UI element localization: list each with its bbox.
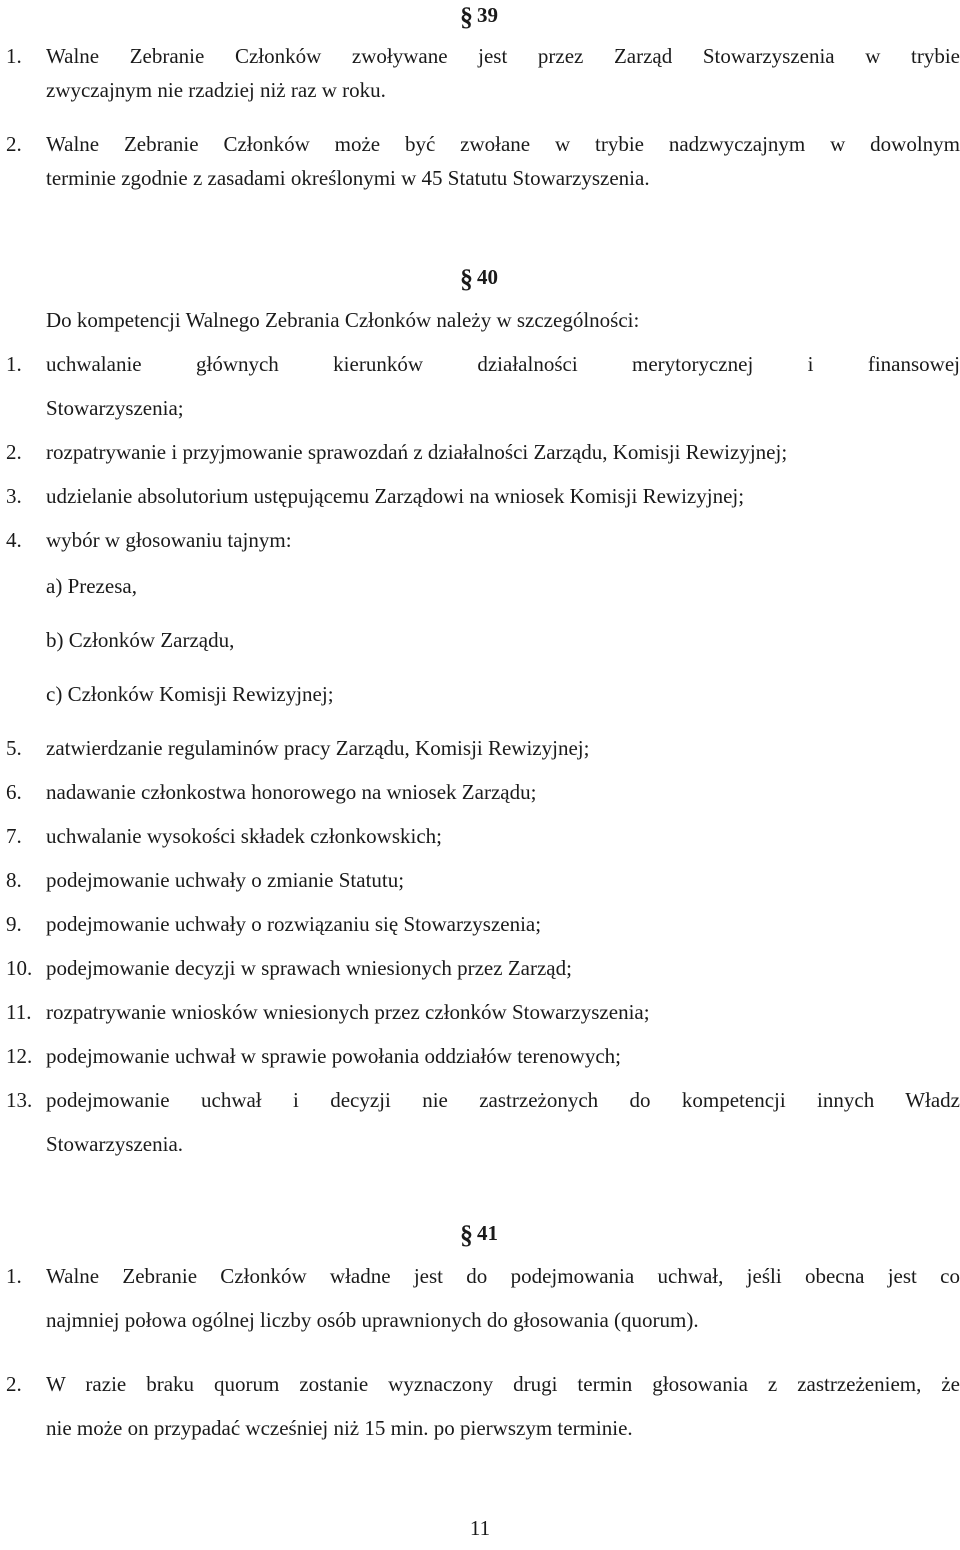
item-text: uchwalanie głównych kierunków działalności merytorycznej i finansowej [46, 352, 960, 376]
item-text: podejmowanie uchwał w sprawie powołania oddziałów terenowych; [46, 1044, 621, 1068]
item-number: 10. [6, 956, 33, 980]
item-number: 7. [6, 824, 22, 848]
item-number: 2. [6, 132, 22, 156]
item-text-continued: nie może on przypadać wcześniej niż 15 min. po pierwszym terminie. [46, 1416, 633, 1440]
section-heading-40: § 40 [460, 264, 498, 293]
section-symbol: § [460, 1220, 473, 1249]
item-number: 13. [6, 1088, 33, 1112]
section-symbol: § [460, 264, 473, 293]
sub-item: c) Członków Komisji Rewizyjnej; [46, 682, 334, 706]
section-intro: Do kompetencji Walnego Zebrania Członków należy w szczególności: [46, 308, 640, 332]
item-text-continued: zwyczajnym nie rzadziej niż raz w roku. [46, 78, 386, 102]
item-text: Walne Zebranie Członków zwoływane jest przez Zarząd Stowarzyszenia w trybie [46, 44, 960, 68]
section-heading-41: § 41 [460, 1220, 498, 1249]
item-text: Walne Zebranie Członków władne jest do podejmowania uchwał, jeśli obecna jest co [46, 1264, 960, 1288]
item-number: 3. [6, 484, 22, 508]
item-number: 4. [6, 528, 22, 552]
item-number: 2. [6, 1372, 22, 1396]
item-number: 8. [6, 868, 22, 892]
page-number: 11 [469, 1516, 491, 1540]
item-text: W razie braku quorum zostanie wyznaczony drugi termin głosowania z zastrzeżeniem, że [46, 1372, 960, 1396]
sub-item: a) Prezesa, [46, 574, 137, 598]
item-text: podejmowanie uchwały o rozwiązaniu się Stowarzyszenia; [46, 912, 542, 936]
item-text: Walne Zebranie Członków może być zwołane w trybie nadzwyczajnym w dowolnym [46, 132, 960, 156]
item-number: 12. [6, 1044, 33, 1068]
item-number: 1. [6, 1264, 22, 1288]
item-text: zatwierdzanie regulaminów pracy Zarządu, Komisji Rewizyjnej; [46, 736, 590, 760]
item-number: 11. [6, 1000, 32, 1024]
item-text: podejmowanie decyzji w sprawach wniesionych przez Zarząd; [46, 956, 572, 980]
item-number: 6. [6, 780, 22, 804]
item-text: rozpatrywanie i przyjmowanie sprawozdań z działalności Zarządu, Komisji Rewizyjnej; [46, 440, 788, 464]
item-number: 1. [6, 44, 22, 68]
item-text-continued: Stowarzyszenia. [46, 1132, 184, 1156]
item-text: wybór w głosowaniu tajnym: [46, 528, 292, 552]
item-text-continued: Stowarzyszenia; [46, 396, 184, 420]
item-text: udzielanie absolutorium ustępującemu Zarządowi na wniosek Komisji Rewizyjnej; [46, 484, 745, 508]
section-heading-39: § 39 [460, 2, 498, 31]
item-text: podejmowanie uchwały o zmianie Statutu; [46, 868, 405, 892]
item-number: 5. [6, 736, 22, 760]
sub-item: b) Członków Zarządu, [46, 628, 235, 652]
section-symbol: § [460, 2, 473, 31]
item-text-continued: najmniej połowa ogólnej liczby osób uprawnionych do głosowania (quorum). [46, 1308, 699, 1332]
item-text: uchwalanie wysokości składek członkowskich; [46, 824, 442, 848]
item-text: nadawanie członkostwa honorowego na wniosek Zarządu; [46, 780, 537, 804]
item-text: podejmowanie uchwał i decyzji nie zastrzeżonych do kompetencji innych Władz [46, 1088, 960, 1112]
item-number: 2. [6, 440, 22, 464]
item-text-continued: terminie zgodnie z zasadami określonymi w 45 Statutu Stowarzyszenia. [46, 166, 650, 190]
item-text: rozpatrywanie wniosków wniesionych przez członków Stowarzyszenia; [46, 1000, 650, 1024]
item-number: 1. [6, 352, 22, 376]
item-number: 9. [6, 912, 22, 936]
